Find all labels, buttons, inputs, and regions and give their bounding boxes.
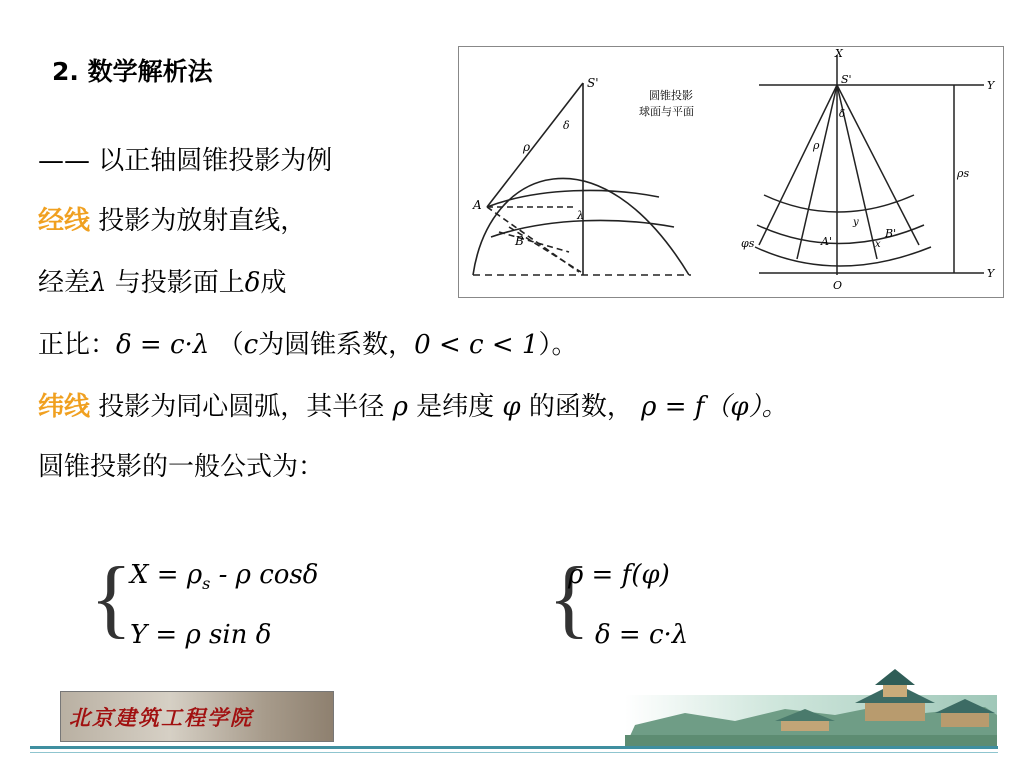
cone-range: 0 < c < 1 [414,330,539,360]
parallel-text-1: 投影为同心圆弧，其半径 [98,392,385,422]
footer-rule [30,746,998,749]
footer-rule-thin [30,752,998,753]
meridian-line-1 [38,200,306,237]
label-b: B [515,234,524,248]
meridian-text-3a: 正比： [38,330,117,360]
paren-open: （ [217,330,244,360]
parallel-line [38,386,788,423]
label-delta-2: δ [839,109,846,120]
label-rho: ρ [523,140,531,154]
meridian-line-2 [38,262,286,299]
label-rho-s: ρs [957,167,970,180]
equation-y: Y = ρ sin δ [130,620,272,650]
label-delta: δ [563,119,570,132]
parallel-formula: ρ = f（φ）。 [641,392,788,422]
figure-diagram [459,47,1003,297]
meridian-text-2a: 经差 [38,268,91,298]
parallel-text-2: 是纬度 [416,392,495,422]
sphere-outline [473,178,689,275]
label-phi-s: φs [741,237,755,250]
page-heading: 2. 数学解析法 [52,57,213,86]
meridian-text-1: 投影为放射直线， [98,206,307,236]
label-x-small: x [875,239,881,250]
label-x-axis: X [835,47,843,60]
general-formula-intro: 圆锥投影的一般公式为： [38,452,325,482]
c-symbol: c [243,330,259,360]
label-rho-2: ρ [813,139,820,152]
label-a-prime: A' [821,235,832,248]
meridian-label: 经线 [38,206,91,236]
conic-projection-figure [458,46,1004,298]
equation-delta: δ = c·λ [595,620,689,650]
meridian-text-3b: 为圆锥系数， [258,330,415,360]
figure-caption-1: 圆锥投影 [649,89,693,102]
subtitle-text: 以正轴圆锥投影为例 [98,146,333,176]
label-y-top: Y [987,79,995,92]
meridian-text-2c: 成 [260,268,287,298]
phi-symbol: φ [502,392,521,422]
label-y-bottom: Y [987,267,995,280]
lambda-symbol: λ [90,268,107,298]
campus-building-illustration [625,655,997,747]
equation-rho: ρ = f(φ) [568,560,670,590]
label-o: O [833,279,843,292]
delta-symbol: δ [244,268,261,298]
left-brace: { [90,550,133,647]
subtitle-dash: —— [38,146,90,176]
label-s-prime: S' [587,76,599,90]
meridian-line-3 [38,324,577,361]
label-a: A [473,198,482,212]
figure-caption-2: 球面与平面 [639,105,694,118]
university-logo-text: 北京建筑工程学院 [69,705,253,730]
meridian-text-2b: 与投影面上 [114,268,245,298]
parallel-label: 纬线 [38,392,91,422]
subtitle-line [38,140,332,177]
rho-symbol: ρ [392,392,408,422]
paren-close: ）。 [538,330,578,360]
equation-x: $X = \rho_s - \rho$ cosδ [130,560,319,594]
label-b-prime: B' [885,227,897,240]
label-s-prime-2: S' [841,73,852,86]
label-y-small: y [853,217,859,228]
label-lambda: λ [577,209,584,222]
right-brace: { [548,550,591,647]
meridian-formula: δ = c·λ [116,330,210,360]
parallel-text-3: 的函数， [528,392,633,422]
university-logo-banner [60,691,334,742]
